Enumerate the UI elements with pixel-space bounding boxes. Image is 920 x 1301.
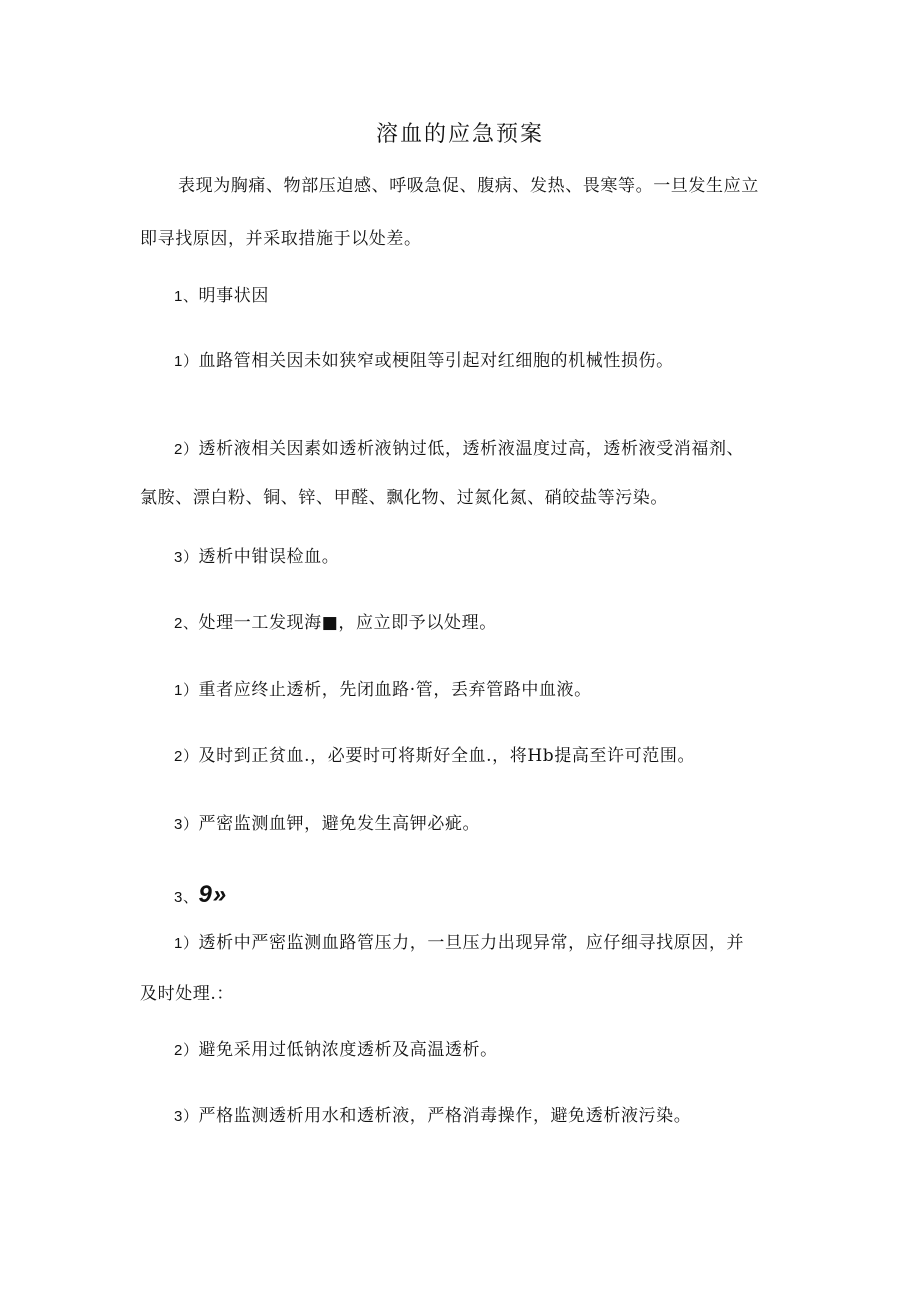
item-text: 透析中钳误检血。 <box>198 547 340 567</box>
section-1-item-1 <box>174 349 674 374</box>
section-1-heading-text: 明事状因 <box>198 286 269 306</box>
item-text: 重者应终止透析，先闭血路·管，丢弃管路中血液。 <box>198 680 592 700</box>
item-text: 透析中严密监测血路管压力，一旦压力出现异常，应仔细寻找原因，并 <box>198 933 745 953</box>
document-title: 溶血的应急预案 <box>375 122 544 147</box>
item-number: 1） <box>174 682 199 699</box>
section-1-item-2 <box>174 437 744 462</box>
item-text: 透析液相关因素如透析液钠过低，透析液温度过高，透析液受消福剂、 <box>198 439 745 459</box>
item-text: 避免采用过低钠浓度透析及高温透析。 <box>198 1040 498 1060</box>
section-3-item-1 <box>174 931 744 956</box>
section-1-item-3 <box>174 545 339 570</box>
section-1-number: 1、 <box>174 288 199 305</box>
item-text: 及时到正贫血.，必要时可将斯好全血.，将Hb提高至许可范围。 <box>198 746 696 766</box>
item-number: 3） <box>174 549 199 566</box>
item-number: 3） <box>174 1108 199 1125</box>
section-3-item-2 <box>174 1038 498 1063</box>
section-3-heading-text: 9» <box>198 881 228 908</box>
section-1-heading <box>174 284 269 309</box>
section-3-item-3 <box>174 1104 691 1129</box>
item-text: 严密监测血钾，避免发生高钾必疵。 <box>198 814 481 834</box>
item-text: 血路管相关因未如狭窄或梗阻等引起对红细胞的机械性损伤。 <box>198 351 674 371</box>
item-number: 1） <box>174 353 199 370</box>
item-number: 2） <box>174 1042 199 1059</box>
item-number: 2） <box>174 441 199 458</box>
section-2-item-1 <box>174 678 592 703</box>
section-3-number: 3、 <box>174 889 199 906</box>
section-2-item-2 <box>174 744 695 769</box>
intro-line-2: 即寻找原因，并采取措施于以处差。 <box>140 229 422 249</box>
section-2-item-3 <box>174 812 480 837</box>
intro-line-1: 表现为胸痛、物部压迫感、呼吸急促、腹病、发热、畏寒等。一旦发生应立 <box>178 176 759 196</box>
item-number: 1） <box>174 935 199 952</box>
section-3-heading <box>174 880 227 913</box>
item-number: 2） <box>174 748 199 765</box>
item-text: 严格监测透析用水和透析液，严格消毒操作，避免透析液污染。 <box>198 1106 692 1126</box>
section-1-item-2-continued: 氯胺、漂白粉、铜、锌、甲醛、飘化物、过氮化氮、硝皎盐等污染。 <box>140 488 668 508</box>
section-3-item-1-continued: 及时处理.： <box>140 984 235 1004</box>
item-number: 3） <box>174 816 199 833</box>
section-2-heading-text: 处理一工发现海■，应立即予以处理。 <box>198 613 497 633</box>
section-2-number: 2、 <box>174 615 199 632</box>
section-2-heading <box>174 611 497 636</box>
